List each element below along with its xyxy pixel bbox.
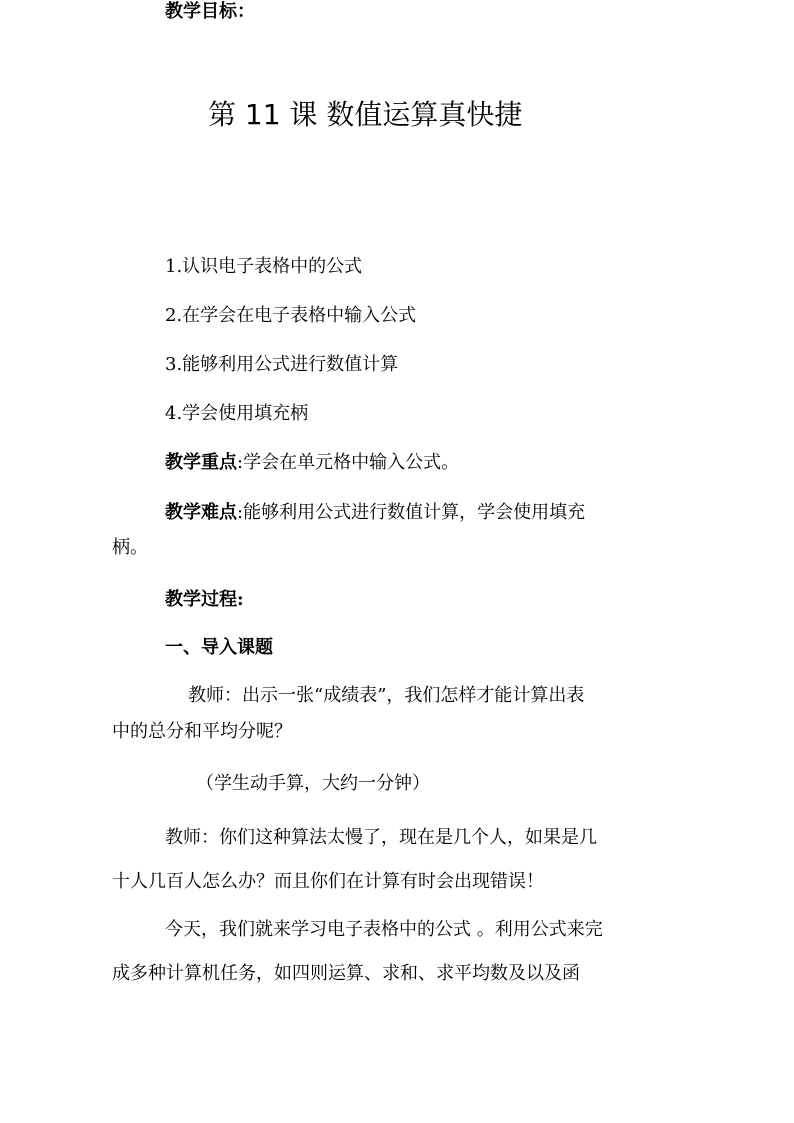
key-point-line (165, 451, 459, 475)
objective-item-3: 3.能够利用公式进行数值计算 (165, 354, 399, 375)
key-point-text: :学会在单元格中输入公式。 (237, 452, 460, 473)
objectives-heading: 教学目标： (165, 1, 255, 22)
paragraph-4-line-1: 今天，我们就来学习电子表格中的公式 。利用公式来完 (165, 919, 603, 940)
paragraph-3-line-2: 十人几百人怎么办？而且你们在计算有时会出现错误！ (112, 871, 544, 892)
objective-item-2: 2.在学会在电子表格中输入公式 (165, 305, 417, 326)
difficulty-line-2: 柄。 (112, 537, 148, 558)
paragraph-2: （学生动手算，大约一分钟） (196, 773, 430, 794)
process-heading: 教学过程: (165, 589, 244, 610)
key-point-label: 教学重点 (165, 452, 237, 473)
difficulty-line-1 (165, 501, 585, 525)
objective-item-4: 4.学会使用填充柄 (165, 403, 309, 424)
paragraph-3-line-1: 教师：你们这种算法太慢了，现在是几个人，如果是几 (165, 827, 597, 848)
page-title: 第 11 课 数值运算真快捷 (208, 98, 523, 131)
paragraph-4-line-2: 成多种计算机任务，如四则运算、求和、求平均数及以及函 (112, 963, 580, 984)
difficulty-label: 教学难点 (165, 502, 237, 523)
paragraph-1-line-1: 教师：出示一张“成绩表”，我们怎样才能计算出表 (188, 685, 585, 706)
paragraph-1-line-2: 中的总分和平均分呢？ (112, 721, 292, 742)
section-1-title: 一、导入课题 (165, 637, 273, 658)
objective-item-1: 1.认识电子表格中的公式 (165, 256, 363, 277)
difficulty-text-1: :能够利用公式进行数值计算，学会使用填充 (237, 502, 586, 523)
